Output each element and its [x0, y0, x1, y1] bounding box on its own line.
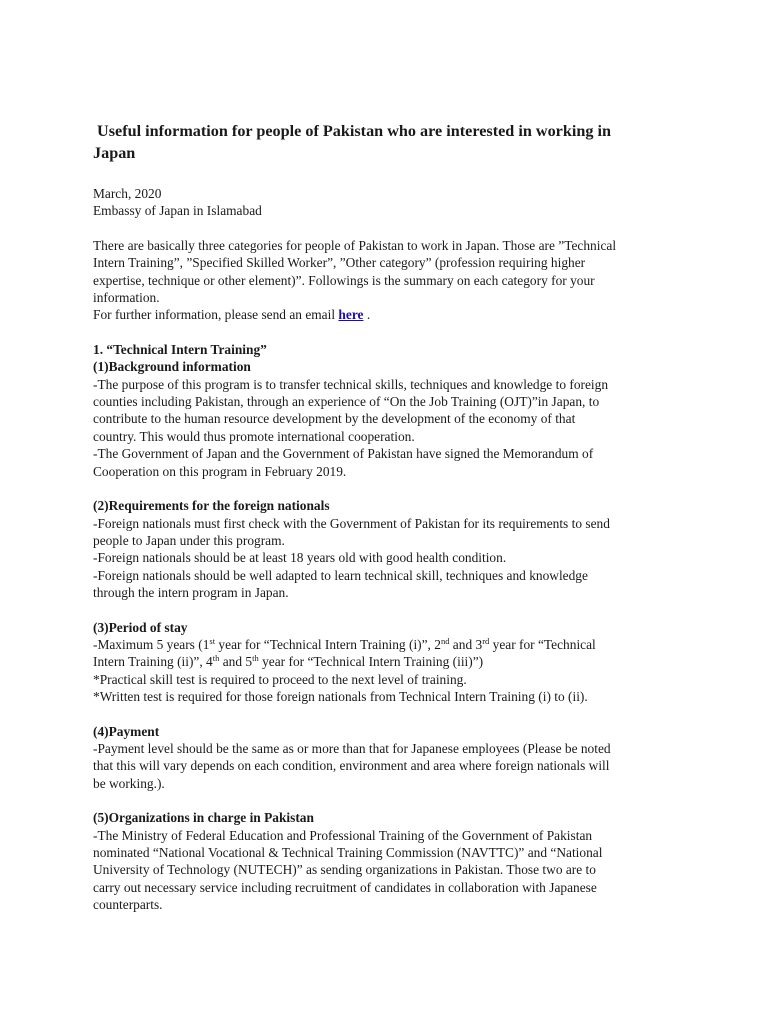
subsection-period-of-stay: [93, 619, 693, 706]
title-line-1: Useful information for people of Pakistan who are interested in working in: [93, 122, 612, 140]
period-text: and 3: [449, 636, 483, 652]
requirements-line: -Foreign nationals should be at least 18 years old with good health condition.: [93, 550, 507, 566]
period-text: year for “Technical: [489, 636, 596, 652]
ordinal-suffix: st: [209, 635, 216, 646]
period-line: [93, 636, 693, 653]
subsection-heading-requirements: (2)Requirements for the foreign nationals: [93, 498, 330, 514]
requirements-line: through the intern program in Japan.: [93, 585, 289, 601]
period-text: Intern Training (ii)”, 4: [93, 654, 213, 670]
subsection-heading-background: (1)Background information: [93, 359, 251, 375]
period-line: [93, 653, 693, 670]
document-date: March, 2020: [93, 186, 162, 201]
ordinal-suffix: th: [252, 653, 259, 664]
document-title: [93, 120, 683, 164]
subsection-requirements: [93, 497, 693, 601]
email-here-link[interactable]: here: [338, 307, 364, 323]
intro-line: There are basically three categories for people of Pakistan to work in Japan. Those are ”Technical: [93, 237, 617, 253]
subsection-heading-organizations: (5)Organizations in charge in Pakistan: [93, 810, 314, 826]
section-technical-intern-training: [93, 341, 693, 480]
period-note: *Written test is required for those foreign nationals from Technical Intern Training (i) to (ii).: [93, 689, 588, 705]
payment-line: -Payment level should be the same as or more than that for Japanese employees (Please be noted: [93, 740, 611, 756]
title-line-2: Japan: [93, 144, 136, 162]
requirements-line: people to Japan under this program.: [93, 532, 285, 548]
organizations-line: counterparts.: [93, 897, 163, 913]
document-issuer: Embassy of Japan in Islamabad: [93, 203, 262, 219]
period-text: year for “Technical Intern Training (i)”, 2: [215, 636, 441, 652]
requirements-line: -Foreign nationals should be well adapted to learn technical skill, techniques and knowledge: [93, 567, 588, 583]
organizations-line: University of Technology (NUTECH)” as sending organizations in Pakistan. Those two are to: [93, 862, 596, 878]
subsection-payment: [93, 723, 693, 793]
subsection-heading-payment: (4)Payment: [93, 723, 160, 739]
background-line: country. This would thus promote international cooperation.: [93, 428, 415, 444]
intro-line: information.: [93, 290, 160, 306]
period-text: -Maximum 5 years (1: [93, 636, 210, 652]
ordinal-suffix: nd: [440, 635, 450, 646]
payment-line: be working.).: [93, 775, 165, 791]
background-line: contribute to the human resource development by the development of the economy of that: [93, 411, 576, 427]
section-heading: 1. “Technical Intern Training”: [93, 341, 267, 357]
period-text: and 5: [219, 654, 253, 670]
background-line: -The Government of Japan and the Government of Pakistan have signed the Memorandum of: [93, 446, 594, 462]
intro-line: Intern Training”, ”Specified Skilled Worker”, ”Other category” (profession requiring higher: [93, 255, 586, 271]
contact-suffix: .: [363, 307, 371, 323]
background-line: counties including Pakistan, through an experience of “On the Job Training (OJT)”in Japan, to: [93, 394, 600, 410]
organizations-line: nominated “National Vocational & Technical Training Commission (NAVTTC)” and “National: [93, 845, 603, 860]
ordinal-suffix: th: [212, 653, 220, 664]
organizations-line: carry out necessary service including recruitment of candidates in collaboration with Japanese: [93, 879, 597, 895]
document-meta: [93, 185, 693, 220]
contact-prefix: For further information, please send an email: [93, 307, 339, 323]
payment-line: that this will vary depends on each condition, environment and area where foreign nationals will: [93, 758, 610, 774]
document-page: [93, 120, 693, 914]
requirements-line: -Foreign nationals must first check with the Government of Pakistan for its requirements to send: [93, 515, 610, 531]
background-line: -The purpose of this program is to transfer technical skills, techniques and knowledge to foreign: [93, 376, 609, 392]
background-line: Cooperation on this program in February 2019.: [93, 463, 347, 479]
intro-paragraph: [93, 237, 693, 324]
subsection-heading-period: (3)Period of stay: [93, 619, 188, 635]
contact-line: [93, 306, 693, 323]
intro-line: expertise, technique or other element)”. Followings is the summary on each category for your: [93, 272, 595, 288]
subsection-organizations: [93, 809, 693, 913]
organizations-line: -The Ministry of Federal Education and Professional Training of the Government of Pakistan: [93, 827, 593, 843]
period-note: *Practical skill test is required to proceed to the next level of training.: [93, 671, 467, 687]
ordinal-suffix: rd: [482, 635, 490, 646]
period-text: year for “Technical Intern Training (iii)”): [258, 654, 484, 670]
